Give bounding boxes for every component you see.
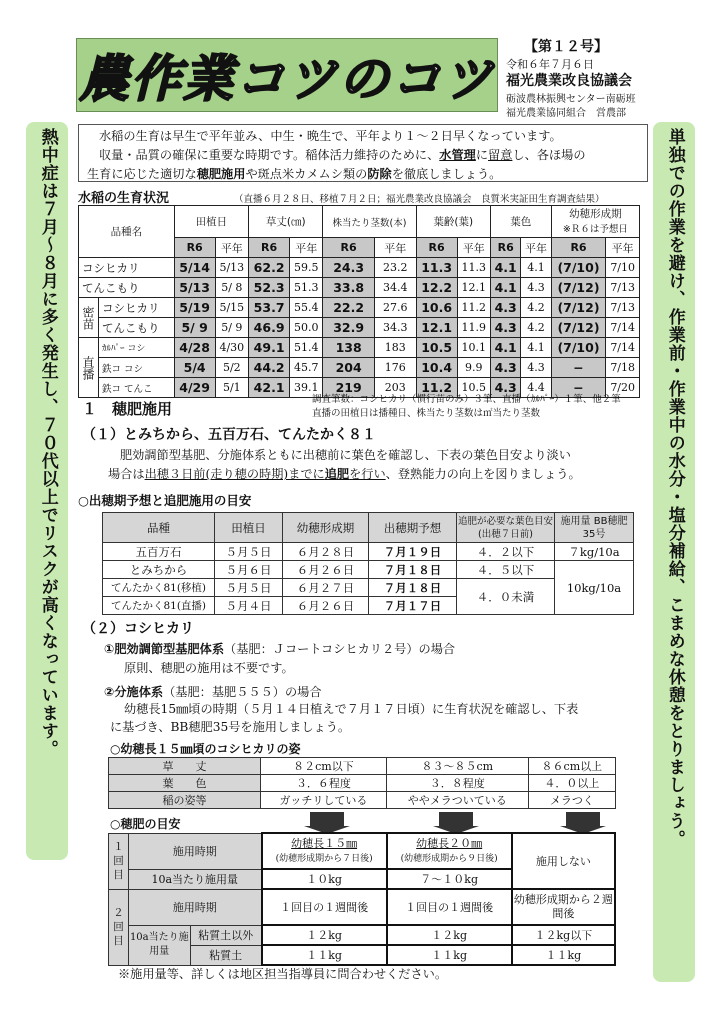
growth-title: 水稲の生育状況 [78, 191, 170, 206]
masthead-title-banner [76, 38, 498, 112]
intro-box: 水稲の生育は早生で平年並み、中生・晩生で、平年より１〜２日早くなっています。 収量・品質の確保に重要な時期です。稲体活力維持のために、水管理に留意し、各ほ場の 生育に応じた適切な穂肥施用や斑点米カメムシ類の防除を徹底しましょう。 [78, 124, 648, 182]
topdress-title: ○出穂期予想と追肥施用の目安 [78, 493, 252, 508]
table-row: 草 丈 ８２cm以下 ８３〜８５cm ８６cm以上 [109, 758, 616, 775]
footer-note: ※施用量等、詳しくは地区担当指導員に問合わせください。 [118, 967, 448, 981]
arrow-down-icon [566, 812, 600, 826]
org-name: 福光農業改良協議会 [506, 73, 632, 89]
table-row: コシヒカリ 5/14 5/13 62.2 59.5 24.3 23.2 11.3 11.3 4.1 4.1 (7/10) 7/10 [79, 258, 640, 278]
method-b-text1: 幼穂長15㎜頃の時期（５月１４日植えで７月１７日頃）に生育状況を確認し、下表 [124, 702, 579, 716]
topdress-table: 品種 田植日 幼穂形成期 出穂期予想 追肥が必要な葉色目安(出穂７日前) 施用量 BB穂肥35号 五百万石 ５月５日 ６月２８日 ７月１９日 ４．２以下 ７kg/10a とみちから ５月６日 ６月２６日 ７月１８日 ４．５以下 10kg/10a てんたかく81(移植) ５月５日 ６月２７日 ７月１８日 ４．０未満 てんたかく81(直播) ５月４日 ６月２６日 ７月１７日 [102, 512, 634, 615]
issue-number: 【第１２号】 [524, 39, 608, 55]
table-row: 鉄コ てんこ 4/29 5/1 42.1 39.1 219 203 11.2 10.5 4.3 4.4 − 7/20 [79, 378, 640, 398]
right-heat-advice-text: 単独での作業を避け、作業前・作業中の水分・塩分補給、こまめな休憩をとりましょう。 [664, 128, 685, 848]
hoshi-title: ○穂肥の目安 [110, 817, 181, 831]
method-b-title: ②分施体系 [104, 685, 164, 699]
table-row: 直播 ｶﾙﾊﾟｰ コシ 4/28 4/30 49.1 51.4 138 183 10.5 10.1 4.1 4.1 (7/10) 7/14 [79, 338, 640, 358]
young-fig-title: ○幼穂長１５㎜頃のコシヒカリの姿 [110, 742, 301, 756]
arrow-down-icon [439, 812, 473, 826]
table-row: てんたかく81(直播) ５月４日 ６月２６日 ７月１７日 [103, 597, 634, 615]
growth-note1: 調査筆数：コシヒカリ（慣行苗のみ）３筆、直播（ｶﾙﾊﾟｰ）１筆、他２筆 [312, 394, 621, 405]
growth-note2: 直播の田植日は播種日、株当たり茎数は㎡当たり茎数 [312, 408, 541, 419]
hoshi-table [108, 832, 616, 966]
table-row: 密苗 コシヒカリ 5/19 5/15 53.7 55.4 22.2 27.6 10.6 11.2 4.3 4.2 (7/12) 7/13 [79, 298, 640, 318]
table-row: 五百万石 ５月５日 ６月２８日 ７月１９日 ４．２以下 ７kg/10a [103, 543, 634, 561]
table-row: 10a当たり施用量 粘質土以外 １２kg １２kg １２kg以下 [109, 925, 616, 945]
table-row: とみちから ５月６日 ６月２６日 ７月１８日 ４．５以下 10kg/10a [103, 561, 634, 579]
table-row: 鉄コ コシ 5/4 5/2 44.2 45.7 204 176 10.4 9.9 4.3 4.3 − 7/18 [79, 358, 640, 378]
arrow-down-icon [310, 812, 344, 826]
org-sub2: 福光農業協同組合 営農部 [506, 108, 626, 119]
org-sub1: 砺波農林振興センター南砺班 [506, 94, 636, 105]
section1-sub: （１）とみちから、五百万石、てんたかく８１ [82, 427, 376, 443]
section1-title: １ 穂肥施用 [82, 400, 173, 418]
section2-title: （２）コシヒカリ [82, 621, 194, 637]
table-row: 葉 色 ３．６程度 ３．８程度 ４．０以上 [109, 775, 616, 792]
section1-p1: 肥効調節型基肥、分施体系ともに出穂前に葉色を確認し、下表の葉色目安より淡い [120, 448, 571, 462]
table-row: １回目 施用時期 幼穂長１５㎜ (幼穂形成期から７日後) 幼穂長２０㎜ (幼穂形成期から９日後) 施用しない [109, 833, 616, 869]
left-heat-warning-bar [26, 122, 68, 860]
method-b-text2: に基づき、BB穂肥35号を施用しましょう。 [110, 720, 351, 734]
table-row: 稲の姿等 ガッチリしている ややメラついている メラつく [109, 792, 616, 809]
masthead-title: 農作業コツのコツ [79, 50, 495, 108]
intro-line1: 水稲の生育は早生で平年並み、中生・晩生で、平年より１〜２日早くなっています。 [99, 129, 562, 143]
right-heat-advice-bar [653, 122, 695, 982]
issue-date: 令和６年７月６日 [506, 58, 594, 71]
method-a-text: 原則、穂肥の施用は不要です。 [124, 661, 294, 675]
table-row: ２回目 施用時期 １回目の１週間後 １回目の１週間後 幼穂形成期から２週間後 [109, 889, 616, 925]
table-row: てんこもり 5/13 5/ 8 52.3 51.3 33.8 34.4 12.2 12.1 4.1 4.3 (7/12) 7/13 [79, 278, 640, 298]
table-row: 10a当たり施用量 １０kg ７〜１０kg [109, 869, 616, 889]
left-heat-warning-text: 熱中症は７月〜８月に多く発生し、７０代以上でリスクが高くなっています。 [37, 128, 58, 758]
group-mitsu: 密苗 [79, 298, 99, 338]
growth-source: （直播６月２８日、移植７月２日；福光農業改良協議会 良質米実証田生育調査結果） [234, 194, 605, 205]
method-a-title: ①肥効調節型基肥体系 [104, 642, 225, 656]
table-row: 粘質土 １１kg １１kg １１kg [109, 945, 616, 965]
table-row: てんたかく81(移植) ５月５日 ６月２７日 ７月１８日 ４．０未満 [103, 579, 634, 597]
water-management: 水管理 [439, 148, 476, 162]
group-choku: 直播 [79, 338, 99, 398]
young-panicle-table [108, 757, 616, 809]
growth-table: 品種名 田植日 草丈(㎝) 株当たり茎数(本) 葉齢(葉) 葉色 幼穂形成期 ※Ｒ６は予想日 R6 平年 R6 平年 R6 平年 R6 平年 R6 平年 R6 平年 コシヒカリ 5/14 5/13 62.2 59.5 24.3 23.2 11.3 11.3 4.1 4.1 (7/10) 7/10 てんこもり 5/13 5/ 8 52.3 51.3 33.8 34.4 12.2 12.1 4.1 4.3 (7/12) 7/13 密苗 コシヒカリ 5/19 5/15 53.7 55.4 22.2 27.6 10.6 11.2 4.3 4.2 (7/12) 7/13 てんこもり 5/ 9 5/ 9 46.9 50.0 32.9 34.3 12.1 11.9 4.3 4.2 (7/12) 7/14 直播 ｶﾙﾊﾟｰ コシ 4/28 4/30 49.1 51.4 138 183 10.5 10.1 4.1 4.1 (7/10) 7/14 鉄コ コシ 5/4 5/2 44.2 45.7 204 176 10.4 9.9 4.3 4.3 − 7/18 鉄コ てんこ 4/29 5/1 42.1 39.1 219 203 11.2 10.5 4.3 4.4 − 7/20 [78, 205, 640, 398]
table-row: てんこもり 5/ 9 5/ 9 46.9 50.0 32.9 34.3 12.1 11.9 4.3 4.2 (7/12) 7/14 [79, 318, 640, 338]
